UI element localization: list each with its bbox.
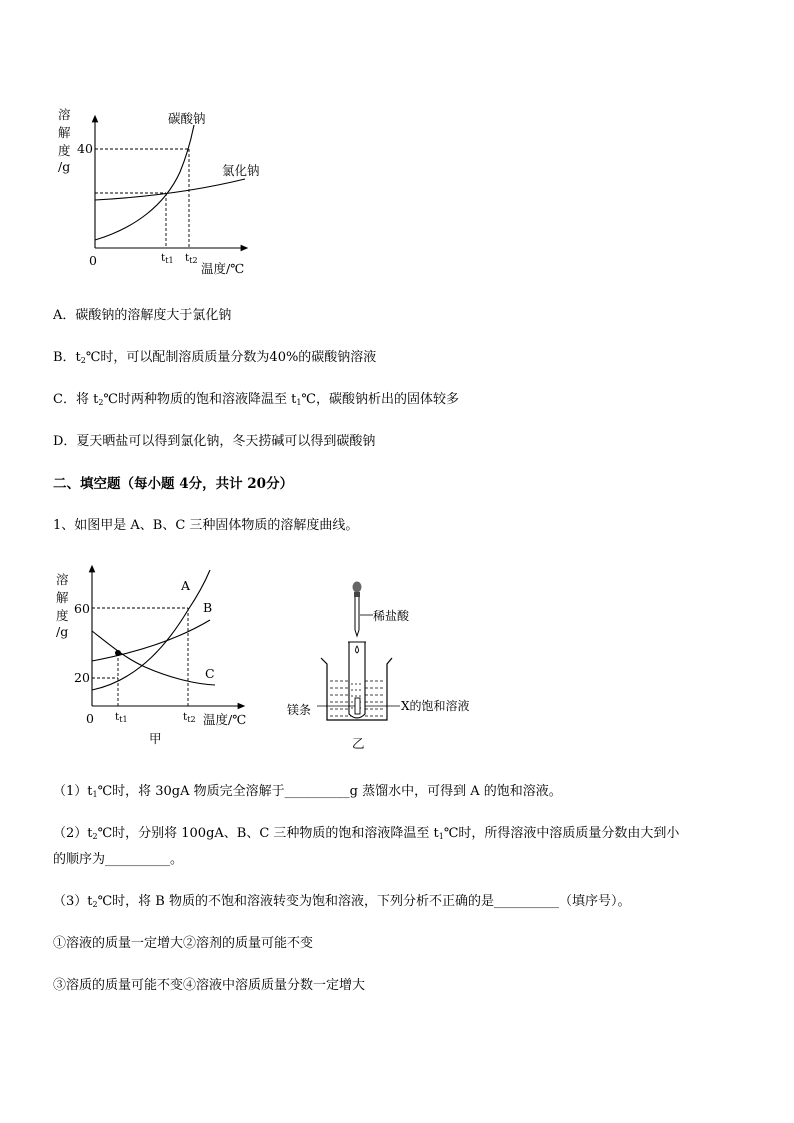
curve-label-a: A	[181, 578, 191, 593]
question-1-stem: 1、如图甲是 A、B、C 三种固体物质的溶解度曲线。	[53, 518, 359, 533]
y-tick-40: 40	[77, 141, 93, 156]
curve-label-sodium-chloride: 氯化钠	[222, 163, 260, 178]
q1-prefix: （1）t	[53, 784, 93, 799]
sub-question-3	[53, 890, 630, 909]
y-axis-label-char: 解	[58, 125, 71, 140]
q2-sub2: 1	[438, 832, 444, 841]
dropper-bulb-icon	[353, 582, 362, 593]
x-tick-t1: $t_{t1}$	[161, 252, 174, 265]
x-tick-t1: $t_{t1}$	[115, 711, 128, 724]
curve-label-c: C	[205, 666, 215, 681]
q2-sub1: 2	[92, 832, 98, 841]
figure-1-plot	[0, 0, 794, 300]
origin-label: 0	[86, 711, 94, 726]
q1-sub: 1	[92, 790, 98, 799]
t1-sub: t1	[165, 256, 174, 265]
y-axis-label-char: 度	[56, 608, 69, 623]
magnesium-strip-label: 镁条	[287, 703, 312, 717]
curve-label-sodium-carbonate: 碳酸钠	[168, 111, 206, 126]
saturated-solution-label: X的饱和溶液	[401, 699, 470, 713]
intersection-point	[115, 650, 121, 656]
magnesium-strip-icon	[355, 698, 360, 714]
y-tick-20: 20	[74, 670, 90, 685]
sub-question-1	[53, 780, 562, 799]
q3-text: ℃时，将 B 物质的不饱和溶液转变为饱和溶液，下列分析不正确的是__________（填序号）。	[97, 894, 631, 909]
q3-sub: 2	[92, 900, 98, 909]
option-c-sub2: 1	[296, 398, 302, 407]
option-b-sub: 2	[80, 356, 86, 365]
y-axis-label-char: /g	[58, 159, 71, 174]
sub-question-2	[53, 822, 679, 841]
figure-caption-yi: 乙	[352, 736, 365, 751]
option-d: D．夏天晒盐可以得到氯化钠，冬天捞碱可以得到碳酸钠	[53, 434, 376, 449]
option-b	[53, 346, 376, 365]
choice-line-1: ①溶液的质量一定增大②溶剂的质量可能不变	[53, 936, 314, 951]
y-axis-label-char: /g	[56, 624, 69, 639]
option-b-text: ℃时，可以配制溶质质量分数为40%的碳酸钠溶液	[85, 350, 377, 365]
q3-prefix: （3）t	[53, 894, 93, 909]
t1-sub: t1	[119, 715, 128, 724]
option-c-text: ℃，碳酸钠析出的固体较多	[301, 392, 459, 407]
figure-jia-plot	[0, 540, 260, 740]
x-tick-t2: $t_{t2}$	[185, 252, 198, 265]
q1-text: ℃时，将 30gA 物质完全溶解于__________g 蒸馏水中，可得到 A 的饱和溶液。	[97, 784, 562, 799]
x-axis-label: 温度/℃	[203, 712, 247, 727]
option-c-prefix: C．将 t	[53, 392, 99, 407]
option-c-mid: ℃时两种物质的饱和溶液降温至 t	[103, 392, 297, 407]
q2-prefix: （2）t	[53, 826, 93, 841]
sodium-carbonate-curve	[95, 125, 194, 240]
q2-text: ℃时，所得溶液中溶质质量分数由大到小	[443, 826, 680, 841]
y-axis-label-char: 溶	[58, 107, 71, 122]
apparatus-drawing	[280, 578, 500, 738]
dilute-hcl-label: 稀盐酸	[373, 609, 410, 623]
x-tick-t2: $t_{t2}$	[183, 711, 196, 724]
figure-caption-jia: 甲	[149, 731, 162, 746]
origin-label: 0	[89, 253, 97, 268]
sub-question-2-line-2: 的顺序为__________。	[53, 852, 184, 867]
t2-sub: t2	[189, 256, 198, 265]
x-axis-label: 温度/℃	[201, 261, 245, 276]
choice-line-2: ③溶质的质量可能不变④溶液中溶质质量分数一定增大	[53, 978, 366, 993]
y-axis-label-char: 溶	[56, 572, 69, 587]
section-heading: 二、填空题（每小题 4分，共计 20分）	[53, 476, 294, 492]
curve-c	[92, 631, 215, 685]
curve-label-b: B	[203, 600, 213, 615]
y-axis-label-char: 度	[58, 143, 71, 158]
option-a: A．碳酸钠的溶解度大于氯化钠	[53, 308, 232, 323]
y-axis-label-char: 解	[56, 590, 69, 605]
y-tick-60: 60	[74, 601, 90, 616]
option-c	[53, 388, 459, 407]
curve-b	[92, 620, 210, 661]
q2-mid: ℃时，分别将 100gA、B、C 三种物质的饱和溶液降温至 t	[97, 826, 439, 841]
option-b-prefix: B．t	[53, 350, 81, 365]
option-c-sub1: 2	[98, 398, 104, 407]
t2-sub: t2	[187, 715, 196, 724]
